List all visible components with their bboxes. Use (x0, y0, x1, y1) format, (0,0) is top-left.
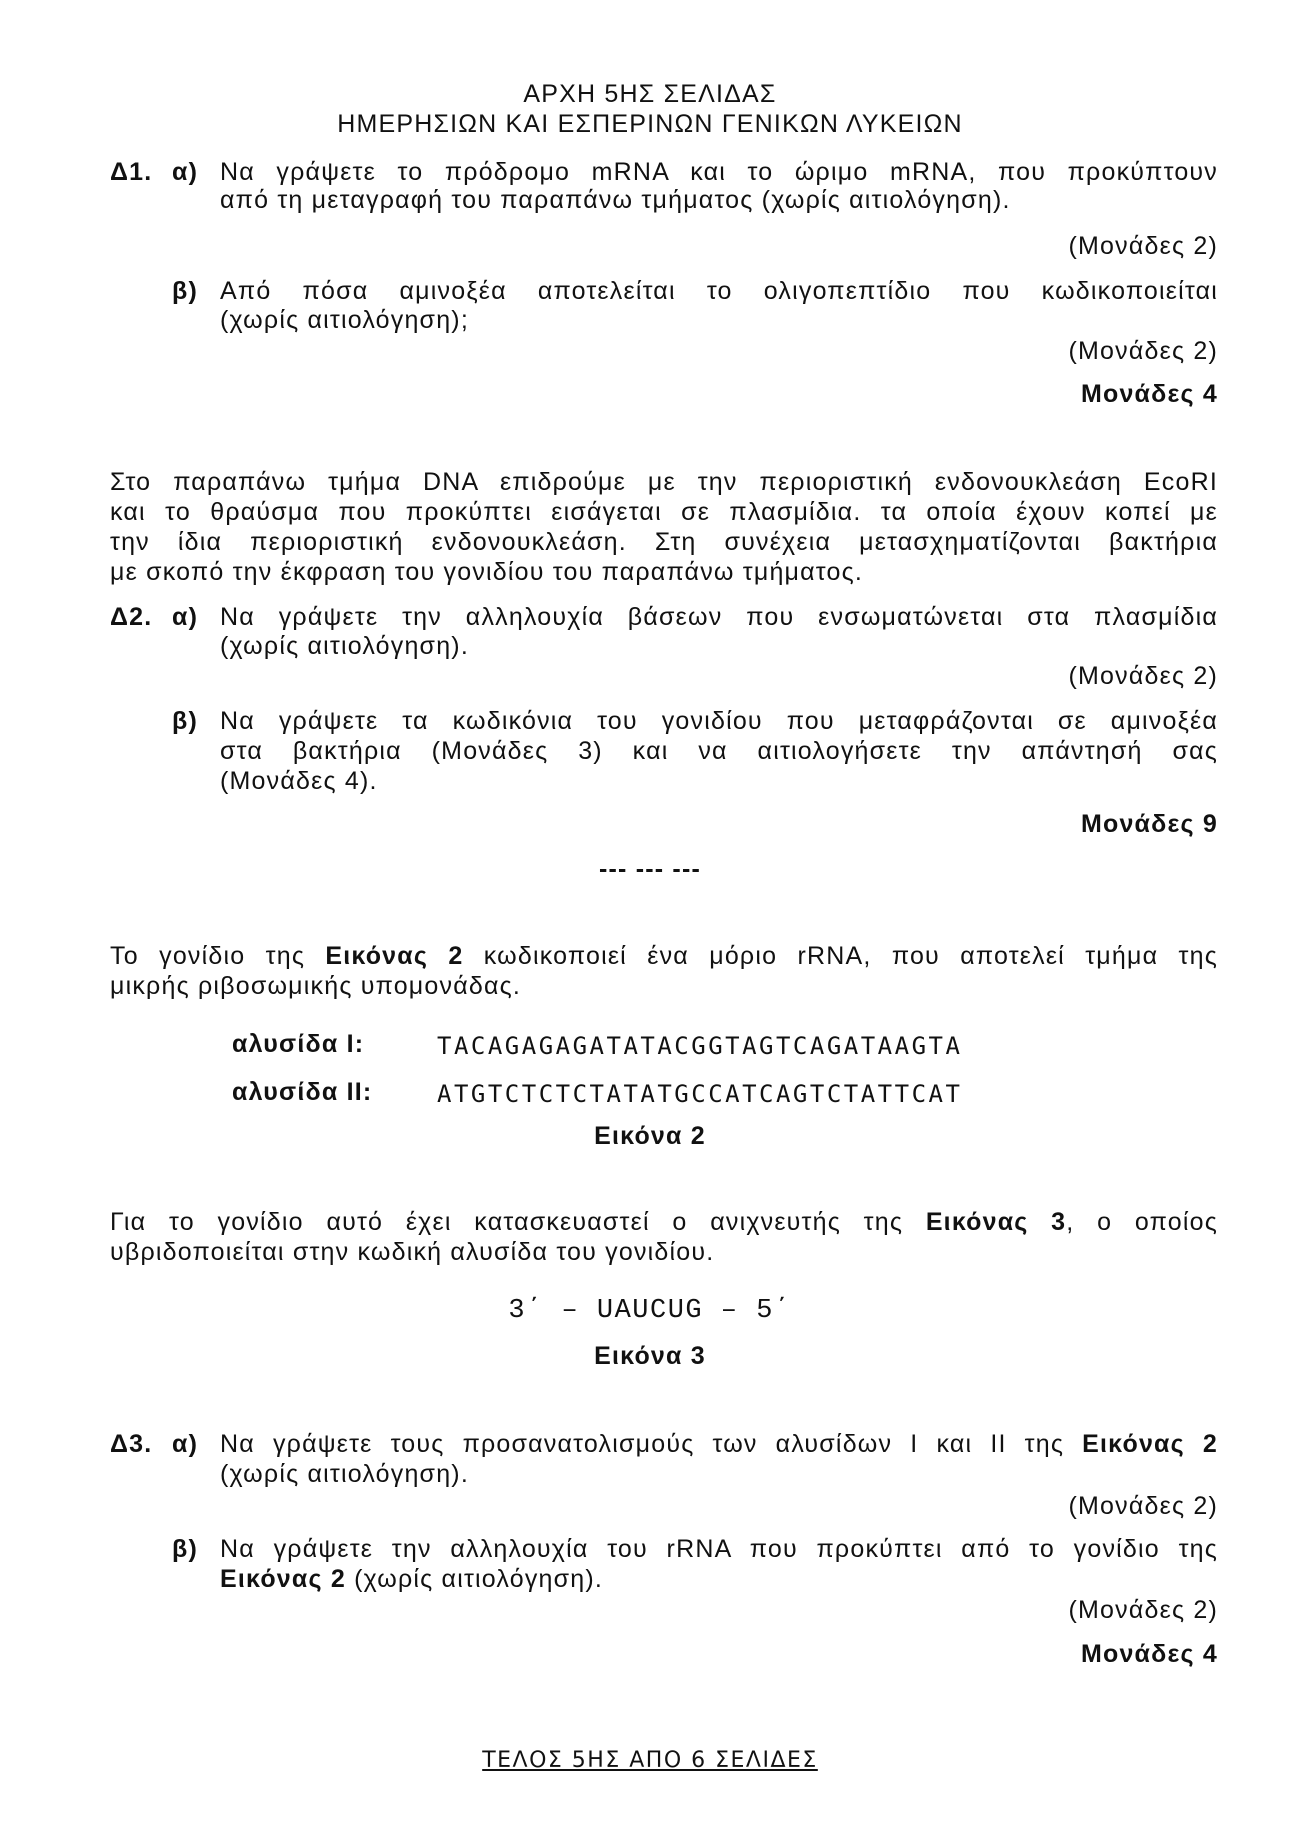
question-d1a-text-line2: από τη μεταγραφή του παραπάνω τμήματος (χωρίς αιτιολόγηση). (220, 186, 1011, 214)
strand-2-label: αλυσίδα ΙΙ: (232, 1078, 373, 1106)
question-d1b-points: (Μονάδες 2) (1068, 337, 1218, 365)
intro-probe-figure-ref: Εικόνας 3 (925, 1208, 1067, 1236)
question-d3a-figure-ref: Εικόνας 2 (1082, 1430, 1218, 1458)
strand-1-label: αλυσίδα Ι: (232, 1030, 365, 1058)
intro-gene-figure-ref: Εικόνας 2 (325, 942, 464, 970)
question-d2b-text-line2: στα βακτήρια (Μονάδες 3) και να αιτιολογήσετε την απάντησή σας (220, 737, 1218, 765)
question-d3a-text-pre: Να γράψετε τους προσανατολισμούς των αλυσίδων Ι και ΙΙ της (220, 1430, 1083, 1458)
question-d1b-text-line2: (χωρίς αιτιολόγηση); (220, 306, 469, 334)
question-d2a-points: (Μονάδες 2) (1068, 662, 1218, 690)
question-d1-number: Δ1. (110, 158, 153, 186)
figure-2-caption: Εικόνα 2 (594, 1122, 706, 1150)
question-d1a-text-line1: Να γράψετε το πρόδρομο mRNA και το ώριμο mRNA, που προκύπτουν (220, 158, 1218, 186)
intro-probe-line2: υβριδοποιείται στην κωδική αλυσίδα του γονιδίου. (110, 1238, 715, 1266)
question-d3b-label: β) (172, 1535, 198, 1563)
intro-gene-post: κωδικοποιεί ένα μόριο rRNA, που αποτελεί τμήμα της (463, 942, 1218, 970)
question-d1-total: Μονάδες 4 (1080, 380, 1218, 408)
question-d3a-text-line2: (χωρίς αιτιολόγηση). (220, 1460, 469, 1488)
strand-2-sequence: ATGTCTCTCTATATGCCATCAGTCTATTCAT (437, 1080, 963, 1108)
question-d3-number: Δ3. (110, 1430, 153, 1458)
question-d3b-text-line1: Να γράψετε την αλληλουχία του rRNA που προκύπτει από το γονίδιο της (220, 1535, 1218, 1563)
question-d2-total: Μονάδες 9 (1080, 810, 1218, 838)
question-d1b-text-line1: Από πόσα αμινοξέα αποτελείται το ολιγοπεπτίδιο που κωδικοποιείται (220, 277, 1218, 305)
question-d2b-text-line1: Να γράψετε τα κωδικόνια του γονιδίου που μεταφράζονται σε αμινοξέα (220, 707, 1218, 735)
section-separator: --- --- --- (598, 855, 702, 883)
question-d2b-label: β) (172, 707, 198, 735)
intro-probe-pre: Για το γονίδιο αυτό έχει κατασκευαστεί ο ανιχνευτής της (110, 1208, 926, 1236)
question-d2b-text-line3: (Μονάδες 4). (220, 767, 378, 795)
page-header-line1: ΑΡΧΗ 5ΗΣ ΣΕΛΙΔΑΣ (523, 80, 777, 108)
question-d3b-text-post: (χωρίς αιτιολόγηση). (345, 1565, 604, 1593)
intro-ecori-line3: την ίδια περιοριστική ενδονουκλεάση. Στη συνέχεια μετασχηματίζονται βακτήρια (110, 528, 1218, 556)
question-d3a-points: (Μονάδες 2) (1068, 1492, 1218, 1520)
page-footer: ΤΕΛΟΣ 5ΗΣ ΑΠΟ 6 ΣΕΛΙΔΕΣ (482, 1748, 818, 1773)
question-d3b-text-line2 (220, 1565, 603, 1594)
intro-ecori-line4: με σκοπό την έκφραση του γονιδίου του παραπάνω τμήματος. (110, 558, 864, 586)
intro-gene-line1 (110, 942, 1218, 971)
strand-1-sequence: TACAGAGAGATATACGGTAGTCAGATAAGTA (437, 1032, 963, 1060)
question-d3a-label: α) (172, 1430, 199, 1458)
question-d3a-text-line1 (220, 1430, 1218, 1459)
intro-gene-pre: Το γονίδιο της (110, 942, 326, 970)
question-d2-number: Δ2. (110, 603, 153, 631)
question-d1a-label: α) (172, 158, 199, 186)
question-d1a-points: (Μονάδες 2) (1068, 232, 1218, 260)
probe-sequence: 3΄ – UAUCUG – 5΄ (508, 1296, 792, 1326)
question-d2a-text-line1: Να γράψετε την αλληλουχία βάσεων που ενσωματώνεται στα πλασμίδια (220, 603, 1218, 631)
figure-3-caption: Εικόνα 3 (594, 1342, 706, 1370)
question-d3b-figure-ref: Εικόνας 2 (220, 1565, 346, 1593)
question-d1b-label: β) (172, 277, 198, 305)
intro-probe-post: , ο οποίος (1066, 1208, 1218, 1236)
intro-gene-line2: μικρής ριβοσωμικής υπομονάδας. (110, 972, 522, 1000)
question-d2a-label: α) (172, 603, 199, 631)
question-d3-total: Μονάδες 4 (1080, 1640, 1218, 1668)
intro-ecori-line1: Στο παραπάνω τμήμα DNA επιδρούμε με την περιοριστική ενδονουκλεάση EcoRI (110, 468, 1218, 496)
page-header-line2: ΗΜΕΡΗΣΙΩΝ ΚΑΙ ΕΣΠΕΡΙΝΩΝ ΓΕΝΙΚΩΝ ΛΥΚΕΙΩΝ (337, 110, 963, 138)
question-d3b-points: (Μονάδες 2) (1068, 1596, 1218, 1624)
question-d2a-text-line2: (χωρίς αιτιολόγηση). (220, 632, 469, 660)
intro-ecori-line2: και το θραύσμα που προκύπτει εισάγεται σε πλασμίδια. τα οποία έχουν κοπεί με (110, 498, 1218, 526)
intro-probe-line1 (110, 1208, 1218, 1237)
